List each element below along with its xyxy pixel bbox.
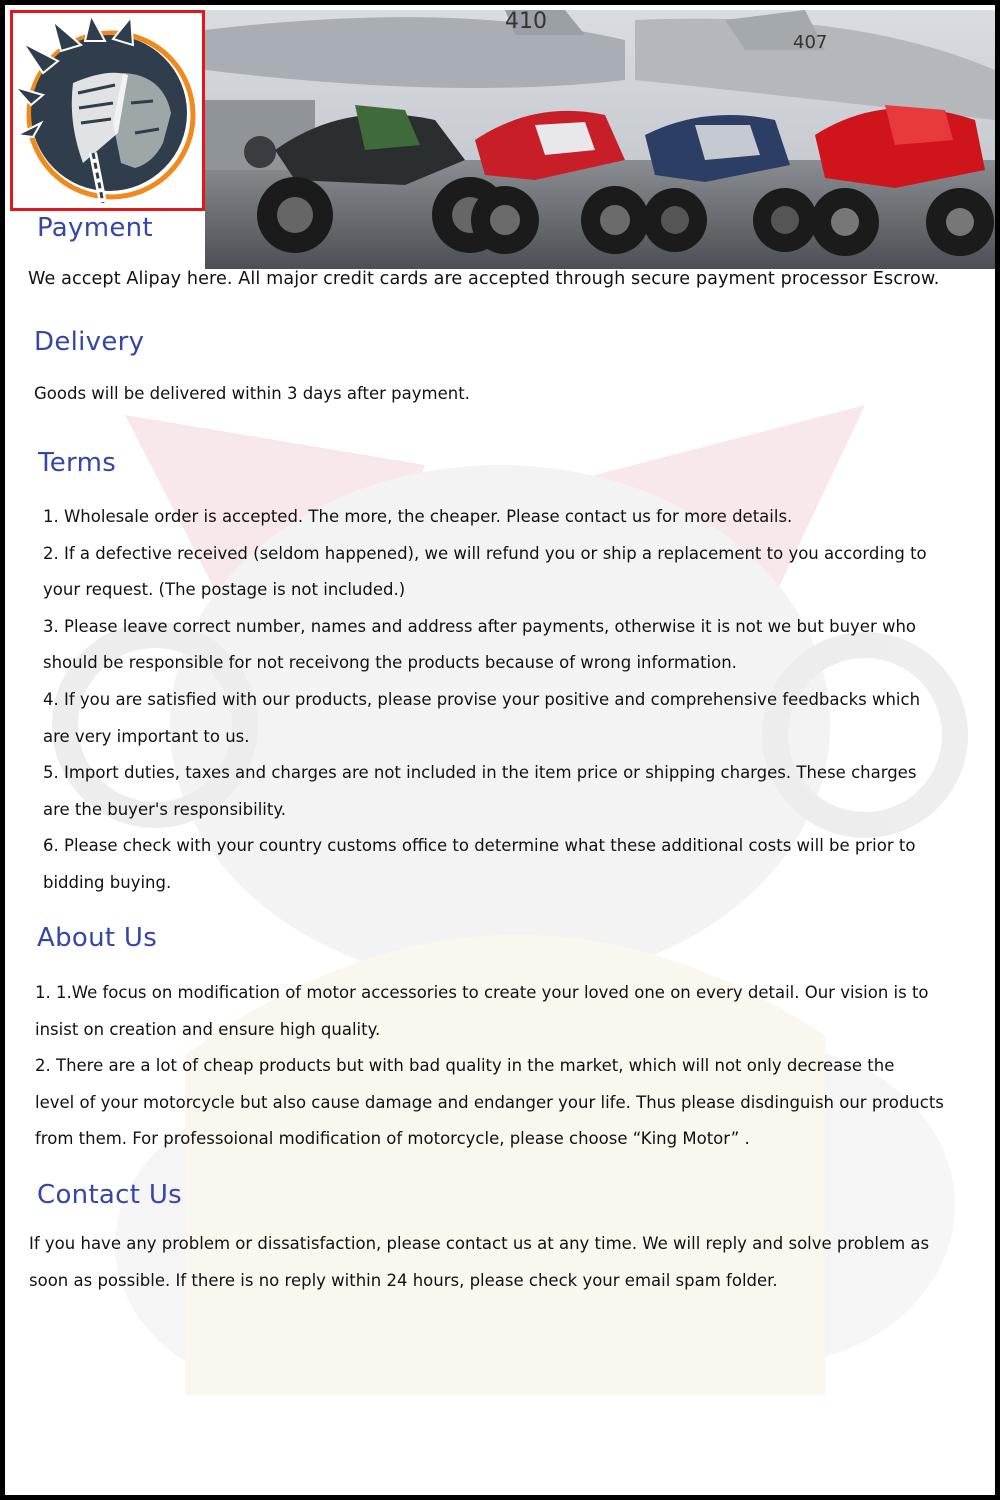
brand-logo-frame [10, 10, 205, 211]
jet-number-410: 410 [505, 10, 547, 34]
terms-line: are the buyer's responsibility. [43, 799, 286, 819]
contact-heading: Contact Us [37, 1180, 182, 1210]
contact-text [29, 1226, 929, 1299]
terms-line: 2. If a defective received (seldom happened), we will refund you or ship a replacement to you according to [43, 543, 927, 563]
delivery-heading: Delivery [34, 327, 145, 357]
terms-line: your request. (The postage is not included.) [43, 580, 406, 600]
terms-line: bidding buying. [43, 872, 172, 892]
about-line: insist on creation and ensure high quality. [35, 1019, 381, 1039]
chief-logo-icon [13, 13, 202, 208]
jet-number-407: 407 [793, 32, 828, 53]
terms-heading: Terms [38, 448, 117, 478]
payment-heading: Payment [37, 213, 153, 243]
delivery-text: Goods will be delivered within 3 days after payment. [34, 384, 470, 403]
payment-text: We accept Alipay here. All major credit cards are accepted through secure payment processor Escrow. [28, 269, 940, 289]
about-line: from them. For professoional modification of motorcycle, please choose “King Motor” . [35, 1129, 750, 1149]
terms-line: 5. Import duties, taxes and charges are not included in the item price or shipping charges. These charges [43, 763, 917, 783]
about-heading: About Us [37, 923, 158, 953]
contact-line: If you have any problem or dissatisfaction, please contact us at any time. We will reply and solve problem as [29, 1234, 930, 1253]
terms-line: 4. If you are satisfied with our products, please provise your positive and comprehensive feedbacks which [43, 689, 921, 709]
motorcycle-lineup-photo [205, 10, 995, 269]
terms-line: should be responsible for not receivong the products because of wrong information. [43, 653, 737, 673]
contact-line: soon as possible. If there is no reply within 24 hours, please check your email spam folder. [29, 1270, 778, 1290]
about-line: level of your motorcycle but also cause damage and endanger your life. Thus please disdinguish our products [35, 1092, 944, 1112]
terms-line: 3. Please leave correct number, names and address after payments, otherwise it is not we but buyer who [43, 616, 917, 636]
terms-line: are very important to us. [43, 726, 250, 746]
terms-line: 6. Please check with your country customs office to determine what these additional costs will be prior to [43, 836, 916, 856]
terms-line: 1. Wholesale order is accepted. The more, the cheaper. Please contact us for more details. [43, 507, 793, 526]
about-line: 1. 1.We focus on modification of motor accessories to create your loved one on every detail. Our vision is to [35, 983, 929, 1002]
product-info-page [5, 5, 995, 1495]
about-line: 2. There are a lot of cheap products but with bad quality in the market, which will not only decrease the [35, 1056, 895, 1076]
about-list [35, 975, 944, 1158]
terms-list [43, 499, 927, 902]
